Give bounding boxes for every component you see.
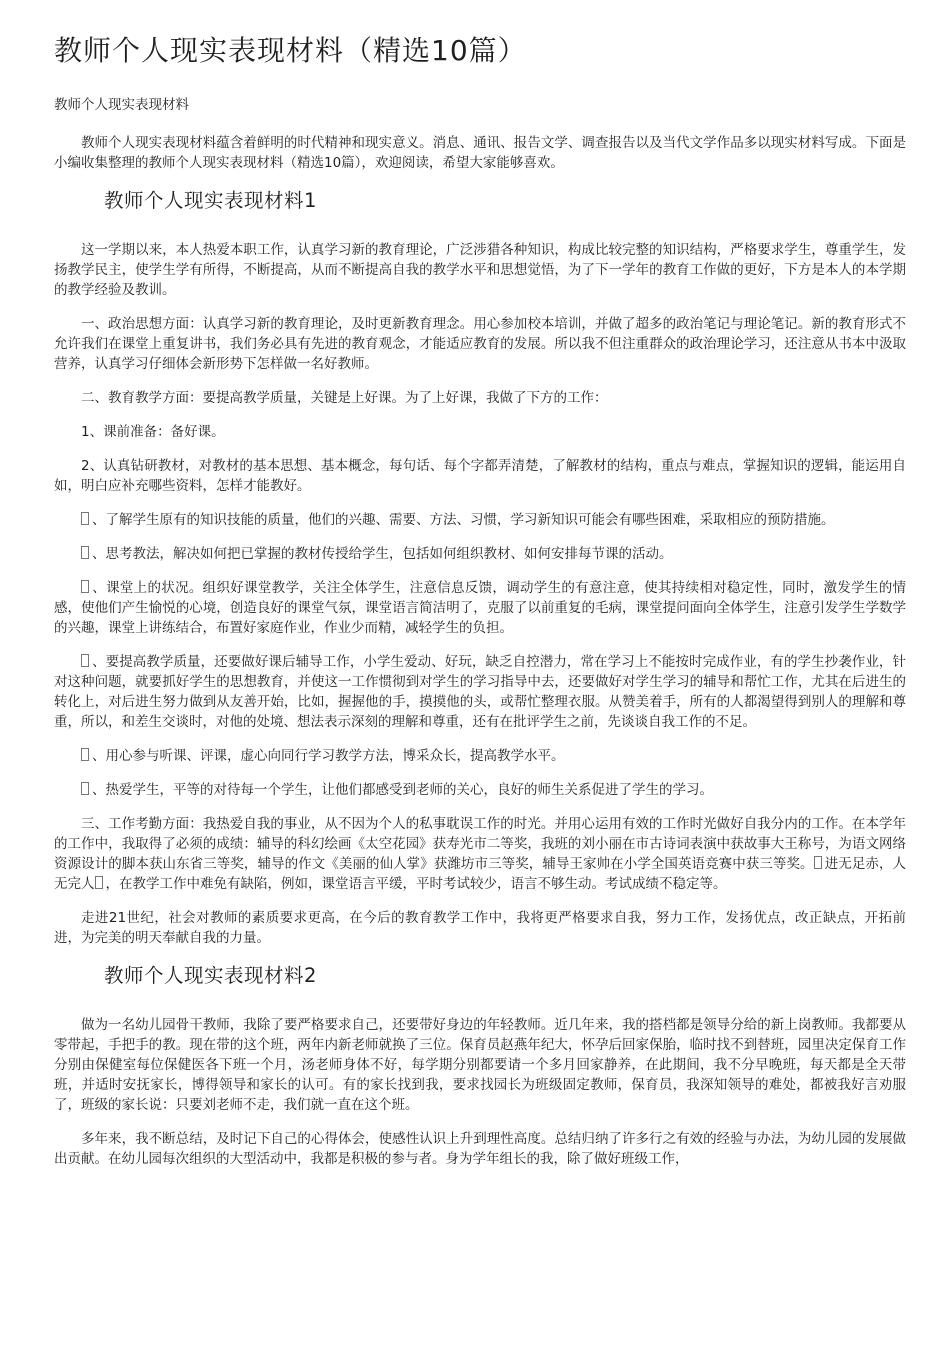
section-2-heading: 教师个人现实表现材料2 xyxy=(104,964,317,987)
s1-paragraph-closing: 走进21世纪，社会对教师的素质要求更高，在今后的教育教学工作中，我将更严格要求自我，努力工作，发扬优点，改正缺点，开拓前进，为完美的明天奉献自我的力量。 xyxy=(54,910,906,946)
s1-item-3-text: 、了解学生原有的知识技能的质量，他们的兴趣、需要、方法、习惯，学习新知识可能会有哪些困难，采取相应的预防措施。 xyxy=(92,512,835,528)
missing-glyph-icon xyxy=(81,580,89,593)
document-title: 教师个人现实表现材料（精选10篇） xyxy=(54,34,527,67)
s1-attendance-text-a: 三、工作考勤方面：我热爱自我的事业，从不因为个人的私事耽误工作的时光。并用心运用有效的工作时光做好自我分内的工作。在本学年的工作中，我取得了必须的成绩：辅导的科幻绘画《太空花园》获寿光市二等奖，我班的刘小丽在市古诗词表演中获故事大王称号，为语文网络资源设计的脚本获山东省三等奖，辅导的作文《美丽的仙人掌》获潍坊市三等奖，辅导王家帅在小学全国英语竞赛中获三等奖。 xyxy=(54,816,906,872)
missing-glyph-icon xyxy=(814,856,822,869)
s1-item-5-text: 、课堂上的状况。组织好课堂教学，关注全体学生，注意信息反馈，调动学生的有意注意，使其持续相对稳定性，同时，激发学生的情感，使他们产生愉悦的心境，创造良好的课堂气氛，课堂语言简洁明了，克服了以前重复的毛病，课堂提问面向全体学生，注意引发学生学数学的兴趣，课堂上讲练结合，布置好家庭作业，作业少而精，减轻学生的负担。 xyxy=(54,580,906,636)
intro-paragraph: 教师个人现实表现材料蕴含着鲜明的时代精神和现实意义。消息、通讯、报告文学、调查报告以及当代文学作品多以现实材料写成。下面是小编收集整理的教师个人现实表现材料（精选10篇），欢迎阅读，希望大家能够喜欢。 xyxy=(54,135,906,171)
document-subtitle: 教师个人现实表现材料 xyxy=(54,97,189,113)
s1-item-7 xyxy=(54,746,906,766)
missing-glyph-icon xyxy=(81,782,89,795)
missing-glyph-icon xyxy=(81,748,89,761)
s1-paragraph-attendance xyxy=(54,814,906,894)
s1-item-7-text: 、用心参与听课、评课，虚心向同行学习教学方法，博采众长，提高教学水平。 xyxy=(92,748,565,764)
s1-item-5 xyxy=(54,578,906,638)
s1-paragraph-teaching: 二、教育教学方面：要提高教学质量，关键是上好课。为了上好课，我做了下方的工作： xyxy=(81,390,608,406)
s1-item-8-text: 、热爱学生，平等的对待每一个学生，让他们都感受到老师的关心，良好的师生关系促进了学生的学习。 xyxy=(92,782,713,798)
missing-glyph-icon xyxy=(81,654,89,667)
s1-item-6-text: 、要提高教学质量，还要做好课后辅导工作，小学生爱动、好玩，缺乏自控潜力，常在学习上不能按时完成作业，有的学生抄袭作业，针对这种问题，就要抓好学生的思想教育，并使这一工作惯彻到对学生的学习指导中去，还要做好对学生学习的辅导和帮忙工作，尤其在后进生的转化上，对后进生努力做到从友善开始，比如，握握他的手，摸摸他的头，或帮忙整理衣服。从赞美着手，所有的人都渴望得到别人的理解和尊重，所以，和差生交谈时，对他的处境、想法表示深刻的理解和尊重，还有在批评学生之前，先谈谈自我工作的不足。 xyxy=(54,654,906,730)
s1-item-6 xyxy=(54,652,906,732)
missing-glyph-icon xyxy=(81,512,89,525)
s1-attendance-text-b: 进无足赤，人无完人 xyxy=(54,856,907,892)
s1-item-8 xyxy=(54,780,906,800)
document-page xyxy=(54,0,906,1183)
s1-paragraph-politics: 一、政治思想方面：认真学习新的教育理论，及时更新教育理念。用心参加校本培训，并做了超多的政治笔记与理论笔记。新的教育形式不允许我们在课堂上重复讲书，我们务必具有先进的教育观念，才能适应教育的发展。所以我不但注重群众的政治理论学习，还注意从书本中汲取营养，认真学习仔细体会新形势下怎样做一名好教师。 xyxy=(54,316,906,372)
s1-item-2: 2、认真钻研教材，对教材的基本思想、基本概念，每句话、每个字都弄清楚，了解教材的结构，重点与难点，掌握知识的逻辑，能运用自如，明白应补充哪些资料，怎样才能教好。 xyxy=(54,458,906,494)
s1-item-3 xyxy=(54,510,906,530)
s2-paragraph-1: 做为一名幼儿园骨干教师，我除了要严格要求自己，还要带好身边的年轻教师。近几年来，我的搭档都是领导分给的新上岗教师。我都要从零带起，手把手的教。现在带的这个班，两年内新老师就换了三位。保育员赵燕年纪大，怀孕后回家保胎，临时找不到替班，园里决定保育工作分别由保健室每位保健医各下班一个月，汤老师身体不好，每学期分别都要请一个多月回家静养，在此期间，我不分早晚班，每天都是全天带班，并适时安抚家长，博得领导和家长的认可。有的家长找到我，要求找园长为班级固定教师，保育员，我深知领导的难处，都被我好言劝服了，班级的家长说：只要刘老师不走，我们就一直在这个班。 xyxy=(54,1017,906,1113)
s2-paragraph-2: 多年来，我不断总结，及时记下自己的心得体会，使感性认识上升到理性高度。总结归纳了许多行之有效的经验与办法，为幼儿园的发展做出贡献。在幼儿园每次组织的大型活动中，我都是积极的参与者。身为学年组长的我，除了做好班级工作， xyxy=(54,1131,906,1167)
missing-glyph-icon xyxy=(81,546,89,559)
missing-glyph-icon xyxy=(95,876,103,889)
s1-item-4-text: 、思考教法，解决如何把已掌握的教材传授给学生，包括如何组织教材、如何安排每节课的活动。 xyxy=(92,546,673,562)
section-1-heading: 教师个人现实表现材料1 xyxy=(104,189,317,212)
s1-item-4 xyxy=(54,544,906,564)
s1-paragraph-1: 这一学期以来，本人热爱本职工作，认真学习新的教育理论，广泛涉猎各种知识，构成比较完整的知识结构，严格要求学生，尊重学生，发扬教学民主，使学生学有所得，不断提高，从而不断提高自我的教学水平和思想觉悟，为了下一学年的教育工作做的更好，下方是本人的本学期的教学经验及教训。 xyxy=(54,242,906,298)
s1-item-1: 1、课前准备：备好课。 xyxy=(81,424,225,440)
s1-attendance-text-c: ，在教学工作中难免有缺陷，例如，课堂语言平缓，平时考试较少，语言不够生动。考试成绩不稳定等。 xyxy=(105,876,727,892)
